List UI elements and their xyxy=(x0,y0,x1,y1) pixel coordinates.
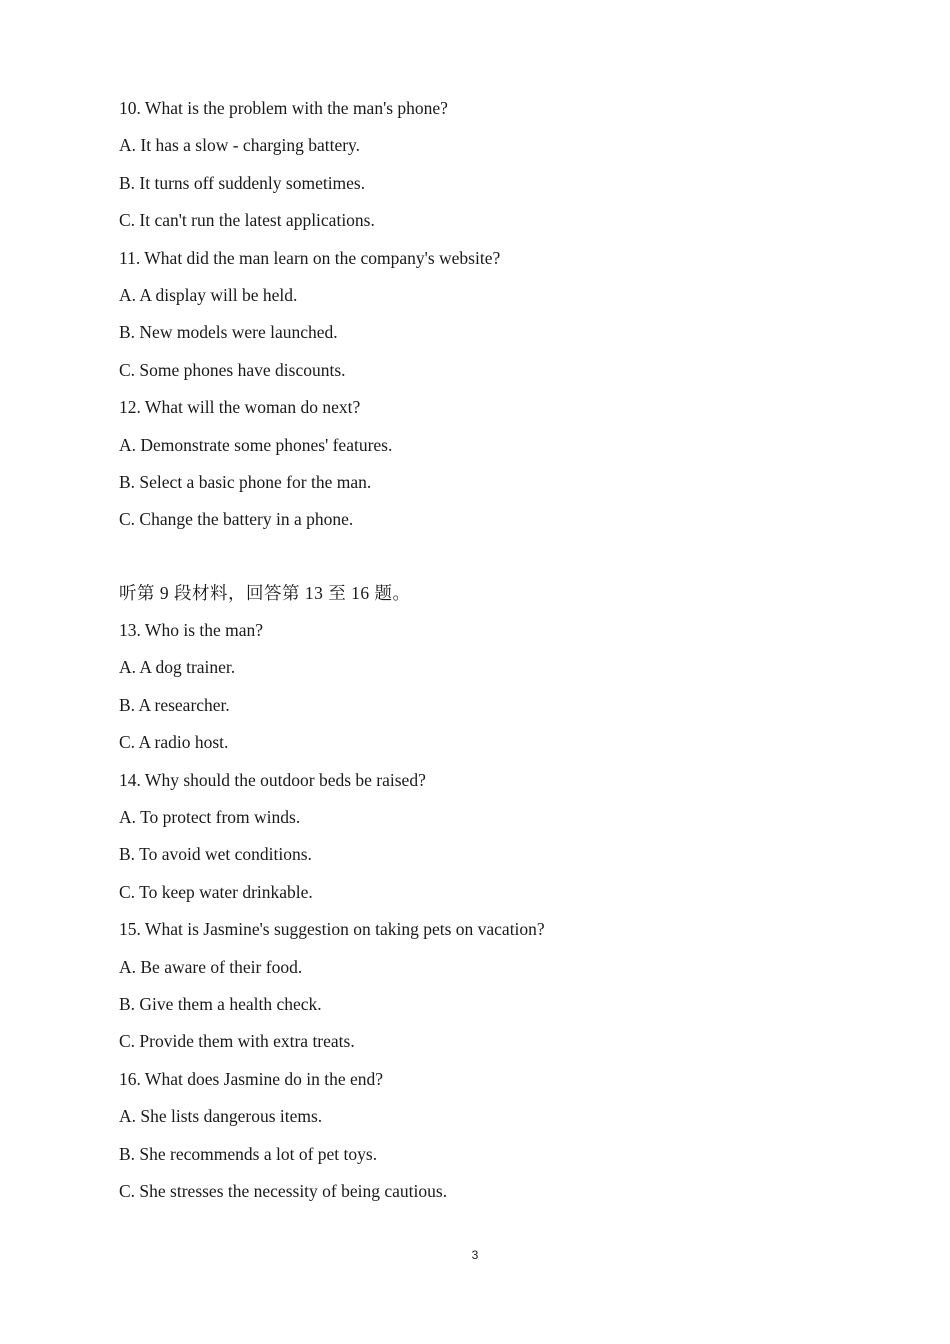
question-11: 11. What did the man learn on the company's website? xyxy=(119,247,501,268)
option-13-b: B. A researcher. xyxy=(119,694,230,715)
option-10-a: A. It has a slow - charging battery. xyxy=(119,135,361,156)
option-12-c: C. Change the battery in a phone. xyxy=(119,509,354,530)
option-13-a: A. A dog trainer. xyxy=(119,657,236,678)
question-12: 12. What will the woman do next? xyxy=(119,397,361,418)
question-15: 15. What is Jasmine's suggestion on taking pets on vacation? xyxy=(119,919,545,940)
question-10: 10. What is the problem with the man's phone? xyxy=(119,98,448,118)
option-14-b: B. To avoid wet conditions. xyxy=(119,844,312,865)
option-10-b: B. It turns off suddenly sometimes. xyxy=(119,172,366,193)
question-13: 13. Who is the man? xyxy=(119,620,264,641)
option-14-c: C. To keep water drinkable. xyxy=(119,881,313,902)
page-number: 3 xyxy=(471,1248,479,1262)
option-15-a: A. Be aware of their food. xyxy=(119,956,303,977)
question-14: 14. Why should the outdoor beds be raised? xyxy=(119,769,426,790)
option-16-b: B. She recommends a lot of pet toys. xyxy=(119,1143,378,1164)
option-14-a: A. To protect from winds. xyxy=(119,807,301,828)
questions-10-12 xyxy=(119,90,839,539)
option-12-a: A. Demonstrate some phones' features. xyxy=(119,434,393,455)
option-11-c: C. Some phones have discounts. xyxy=(119,359,346,380)
option-16-c: C. She stresses the necessity of being cautious. xyxy=(119,1180,448,1201)
question-16: 16. What does Jasmine do in the end? xyxy=(119,1068,384,1089)
section-heading: 听第 9 段材料，回答第 13 至 16 题。 xyxy=(119,582,411,603)
option-15-b: B. Give them a health check. xyxy=(119,993,322,1014)
option-11-b: B. New models were launched. xyxy=(119,322,338,343)
option-15-c: C. Provide them with extra treats. xyxy=(119,1031,355,1052)
option-16-a: A. She lists dangerous items. xyxy=(119,1106,323,1127)
option-13-c: C. A radio host. xyxy=(119,732,229,753)
document-page xyxy=(119,90,839,1210)
questions-13-16 xyxy=(119,612,839,1210)
option-12-b: B. Select a basic phone for the man. xyxy=(119,471,372,492)
option-11-a: A. A display will be held. xyxy=(119,284,298,305)
section-spacer xyxy=(119,539,839,575)
option-10-c: C. It can't run the latest applications. xyxy=(119,210,375,231)
